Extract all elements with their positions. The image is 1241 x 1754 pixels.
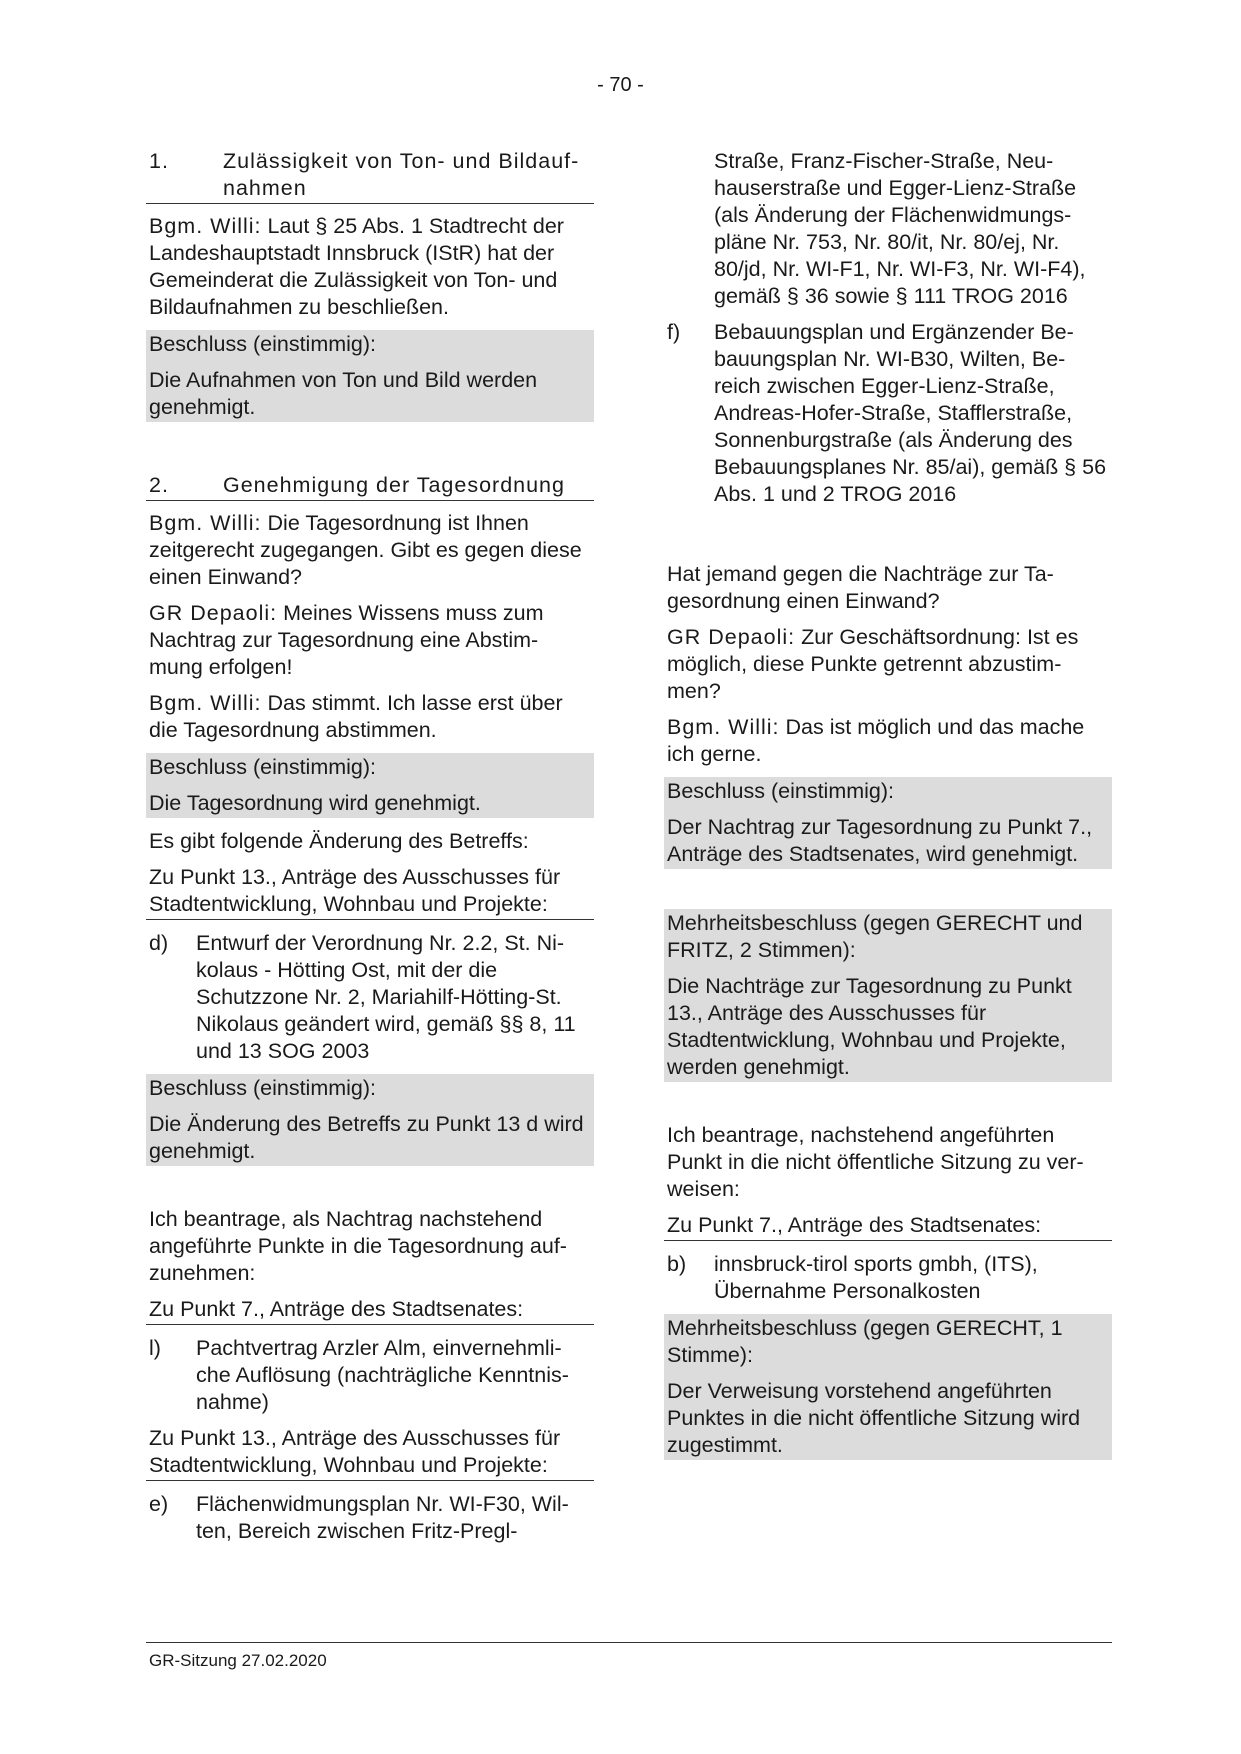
resolution-text: Der Nachtrag zur Tagesordnung zu Punkt 7., Anträge des Stadtsenates, wird genehmigt. [667,815,1093,866]
body-paragraph: Ich beantrage, als Nachtrag nachstehend angeführte Punkte in die Tagesordnung auf-zunehmen: [149,1207,567,1285]
agenda-item [146,1491,594,1545]
item-text: Flächenwidmungsplan Nr. WI-F30, Wil-ten, Bereich zwischen Fritz-Pregl- [196,1492,569,1543]
agenda-section-label: Zu Punkt 7., Anträge des Stadtsenates: [146,1296,594,1325]
item-text: innsbruck-tirol sports gmbh, (ITS), Übernahme Personalkosten [714,1252,1038,1303]
agenda-section-label: Zu Punkt 7., Anträge des Stadtsenates: [664,1212,1112,1241]
body-paragraph: Es gibt folgende Änderung des Betreffs: [149,829,529,853]
speaker-name: Bgm. Willi: [667,715,780,739]
page-number: - 70 - [597,74,644,96]
item-label: f) [667,320,681,344]
statement-paragraph [664,624,1112,705]
agenda-item [146,1335,594,1416]
statement-text: Das ist möglich und das mache ich gerne. [667,715,1085,766]
speaker-name: GR Depaoli: [667,625,796,649]
item-text: Pachtvertrag Arzler Alm, einvernehmli-che Auflösung (nachträgliche Kenntnis-nahme) [196,1336,569,1414]
speaker-name: Bgm. Willi: [149,511,262,535]
resolution-title: Beschluss (einstimmig): [149,332,376,356]
resolution-text: Die Tagesordnung wird genehmigt. [149,791,481,815]
footer-divider [146,1642,1112,1643]
speaker-name: Bgm. Willi: [149,691,262,715]
heading-number: 2. [149,473,169,497]
section-heading-1 [146,148,594,204]
item-text: Bebauungsplan und Ergänzender Be-bauungsplan Nr. WI-B30, Wilten, Be-reich zwischen Egger-Lienz-Straße, Andreas-Hofer-Straße, Stafflerstraße, Sonnenburgstraße (als Änderung des Bebauungsplanes Nr. 85/ai), gemäß § 56 Abs. 1 und 2 TROG 2016 [714,320,1107,506]
resolution-text: Die Nachträge zur Tagesordnung zu Punkt 13., Anträge des Ausschusses für Stadtentwicklung, Wohnbau und Projekte, werden genehmigt. [667,974,1072,1079]
resolution-box [146,330,594,422]
resolution-box [146,1074,594,1166]
item-label: b) [667,1252,687,1276]
left-column [146,148,594,1554]
resolution-text: Die Aufnahmen von Ton und Bild werden genehmigt. [149,368,538,419]
resolution-title: Beschluss (einstimmig): [149,1076,376,1100]
agenda-section-label: Zu Punkt 13., Anträge des Ausschusses für Stadtentwicklung, Wohnbau und Projekte: [146,1425,594,1481]
statement-paragraph [146,690,594,744]
heading-number: 1. [149,149,169,173]
resolution-box [664,1314,1112,1460]
statement-paragraph [146,510,594,591]
statement-text: Zur Geschäftsordnung: Ist es möglich, diese Punkte getrennt abzustim-men? [667,625,1079,703]
resolution-box [664,909,1112,1082]
agenda-item [146,930,594,1065]
agenda-item [664,1251,1112,1305]
heading-text: Zulässigkeit von Ton- und Bildauf-nahmen [223,149,580,200]
item-label: l) [149,1336,161,1360]
resolution-title: Mehrheitsbeschluss (gegen GERECHT und FRITZ, 2 Stimmen): [667,911,1083,962]
resolution-title: Mehrheitsbeschluss (gegen GERECHT, 1 Stimme): [667,1316,1063,1367]
statement-paragraph [146,213,594,321]
statement-paragraph [146,600,594,681]
agenda-item-continuation: Straße, Franz-Fischer-Straße, Neu-hauserstraße und Egger-Lienz-Straße (als Änderung der Flächenwidmungs-pläne Nr. 753, Nr. 80/it, Nr. 80/ej, Nr. 80/jd, Nr. WI-F1, Nr. WI-F3, Nr. WI-F4), gemäß § 36 sowie § 111 TROG 2016 [714,149,1086,308]
resolution-text: Der Verweisung vorstehend angeführten Punktes in die nicht öffentliche Sitzung wird zugestimmt. [667,1379,1081,1457]
resolution-text: Die Änderung des Betreffs zu Punkt 13 d wird genehmigt. [149,1112,584,1163]
speaker-name: Bgm. Willi: [149,214,262,238]
item-label: e) [149,1492,169,1516]
body-paragraph: Ich beantrage, nachstehend angeführten Punkt in die nicht öffentliche Sitzung zu ver-weisen: [667,1123,1084,1201]
right-column [664,148,1112,1470]
agenda-section-label: Zu Punkt 13., Anträge des Ausschusses für Stadtentwicklung, Wohnbau und Projekte: [146,864,594,920]
resolution-title: Beschluss (einstimmig): [667,779,894,803]
body-paragraph: Hat jemand gegen die Nachträge zur Ta-gesordnung einen Einwand? [667,562,1054,613]
item-label: d) [149,931,169,955]
item-text: Entwurf der Verordnung Nr. 2.2, St. Ni-kolaus - Hötting Ost, mit der die Schutzzone Nr. 2, Mariahilf-Hötting-St. Nikolaus geändert wird, gemäß §§ 8, 11 und 13 SOG 2003 [196,931,576,1063]
statement-text: Die Tagesordnung ist Ihnen zeitgerecht zugegangen. Gibt es gegen diese einen Einwand? [149,511,582,589]
agenda-item [664,319,1112,508]
footer-text: GR-Sitzung 27.02.2020 [149,1651,327,1670]
resolution-box [664,777,1112,869]
heading-text: Genehmigung der Tagesordnung [223,473,565,497]
statement-text: Meines Wissens muss zum Nachtrag zur Tagesordnung eine Abstim-mung erfolgen! [149,601,544,679]
section-heading-2 [146,472,594,501]
resolution-box [146,753,594,818]
statement-paragraph [664,714,1112,768]
resolution-title: Beschluss (einstimmig): [149,755,376,779]
statement-text: Laut § 25 Abs. 1 Stadtrecht der Landeshauptstadt Innsbruck (IStR) hat der Gemeinderat die Zulässigkeit von Ton- und Bildaufnahmen zu beschließen. [149,214,564,319]
speaker-name: GR Depaoli: [149,601,278,625]
statement-text: Das stimmt. Ich lasse erst über die Tagesordnung abstimmen. [149,691,563,742]
